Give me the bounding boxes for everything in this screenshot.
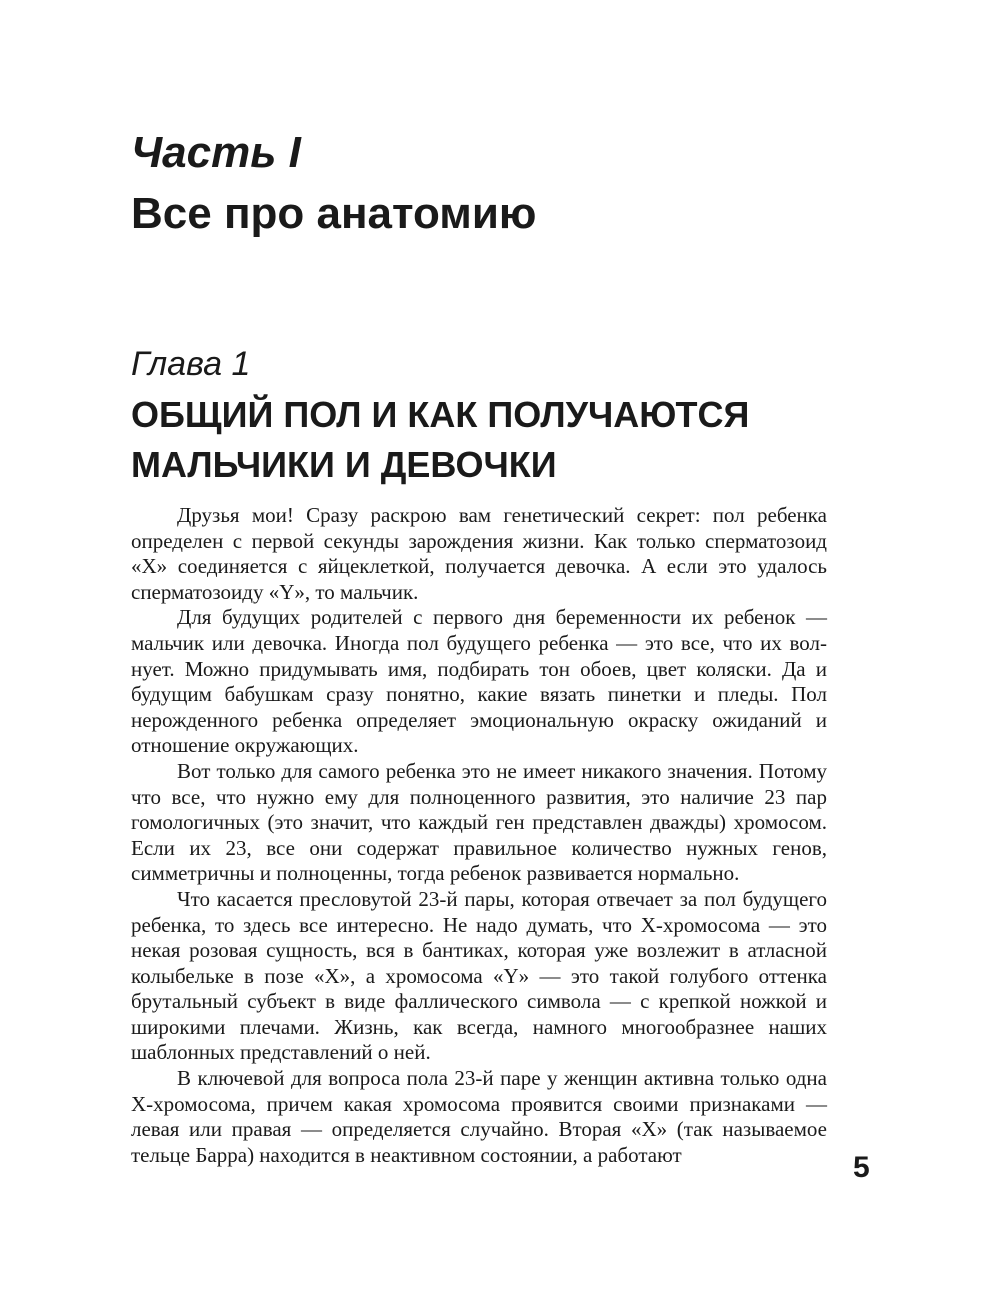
chapter-title-line-2: МАЛЬЧИКИ И ДЕВОЧКИ <box>131 444 557 485</box>
paragraph-1: Друзья мои! Сразу раскрою вам генетический секрет: пол ребенка определен с первой секунды зарождения жизни. Как только сперматозоид «X» соединяется с яйцеклеткой, получается девочка. А если это удалось сперматозоиду «Y», то мальчик. <box>131 503 827 604</box>
part-subtitle: Все про анатомию <box>131 189 537 238</box>
paragraph-3: Вот только для самого ребенка это не имеет никакого значения. Потому что все, что нужно ему для полноценного развития, это наличие 23 пар гомологичных (это значит, что каждый ген представлен дважды) хромосом. Если их 23, все они содержат правильное количество нужных генов, симметричны и полноценны, тогда ребенок развивается нормально. <box>131 758 827 886</box>
chapter-title <box>131 390 851 490</box>
paragraph-5: В ключевой для вопроса пола 23-й паре у женщин активна только одна X-хромосома, причем какая хромосома проявится своими признаками — левая или правая — определяется случайно. Вторая «X» (так называемое тельце Барра) находится в неактивном состоянии, а работают <box>131 1066 827 1167</box>
chapter-label: Глава 1 <box>131 345 251 383</box>
paragraph-4: Что касается пресловутой 23-й пары, которая отвечает за пол будущего ребенка, то здесь все интересно. Не надо думать, что X-хромосома — это некая розовая сущность, вся в бантиках, которая уже возлежит в атласной колыбельке в позе «X», а хромосома «Y» — это такой голубого оттенка брутальный субъект в виде фаллического символа — с крепкой ножкой и широкими плечами. Жизнь, как всегда, намного многообразнее наших шаблонных представлений о ней. <box>131 886 827 1065</box>
body-text <box>131 503 827 1168</box>
chapter-title-line-1: ОБЩИЙ ПОЛ И КАК ПОЛУЧАЮТСЯ <box>131 394 750 435</box>
paragraph-2: Для будущих родителей с первого дня беременности их ребенок — мальчик или девочка. Иногда пол будущего ребенка — это все, что их волнует. Можно придумывать имя, подбирать тон обоев, цвет коляски. Да и будущим бабушкам сразу понятно, какие вязать пинетки и пледы. Пол нерожденного ребенка определяет эмоциональную окраску ожиданий и отношение окружающих. <box>131 605 827 758</box>
part-title: Часть I <box>131 128 301 177</box>
page-number: 5 <box>853 1151 870 1184</box>
